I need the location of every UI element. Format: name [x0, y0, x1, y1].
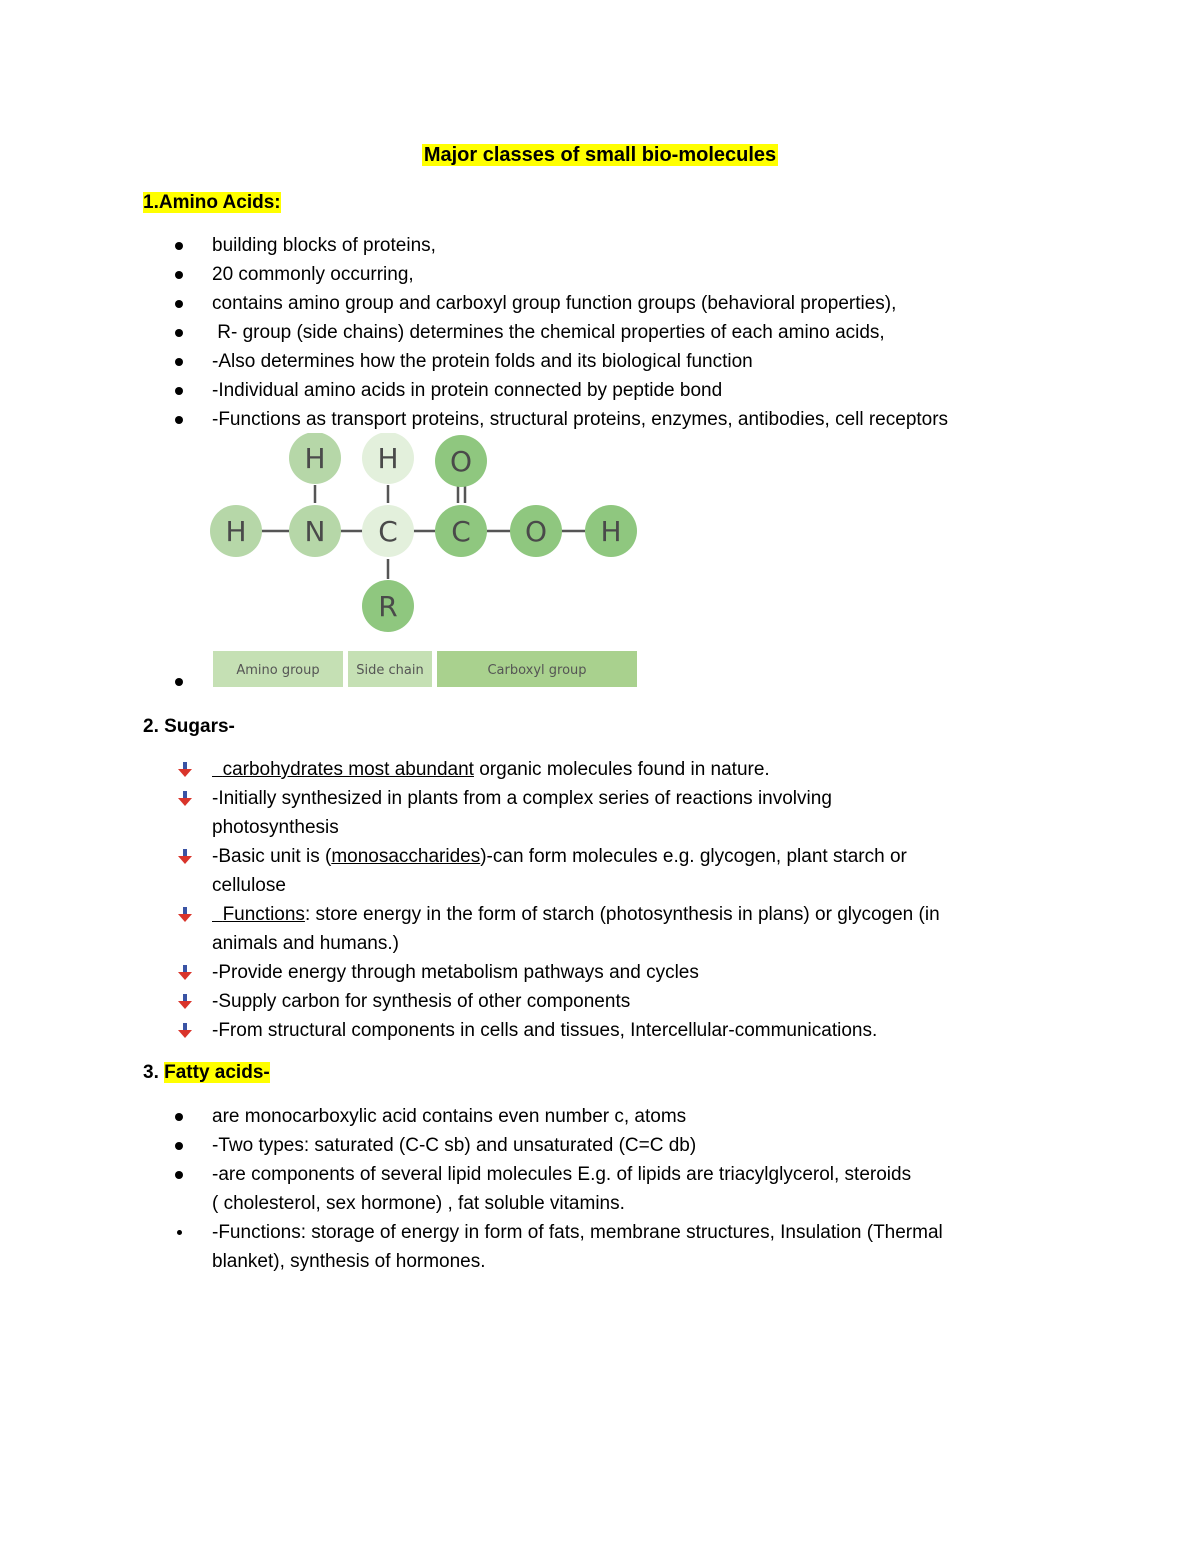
list-item: -Also determines how the protein folds and its biological function [0, 347, 1062, 376]
list-item: carbohydrates most abundant organic molecules found in nature. [0, 755, 1062, 784]
amino-acid-structure-diagram [205, 433, 645, 695]
list-item: contains amino group and carboxyl group function groups (behavioral properties), [0, 289, 1062, 318]
list-item: -Initially synthesized in plants from a complex series of reactions involving [0, 784, 1062, 813]
page-title: Major classes of small bio-molecules [423, 144, 777, 166]
bullet-icon [175, 300, 183, 308]
fatty-list [0, 1102, 1200, 1276]
atom-label: N [304, 515, 326, 548]
side-chain-label: Side chain [356, 663, 424, 678]
list-item: are monocarboxylic acid contains even number c, atoms [0, 1102, 1062, 1131]
title-row [0, 144, 1200, 167]
arrow-down-icon [178, 965, 192, 981]
amino-list [0, 231, 1200, 434]
bullet-icon [175, 271, 183, 279]
list-item: -Individual amino acids in protein connected by peptide bond [0, 376, 1062, 405]
atom-label: H [304, 442, 326, 475]
arrow-down-icon [178, 791, 192, 807]
bullet-icon [175, 387, 183, 395]
list-item: building blocks of proteins, [0, 231, 1062, 260]
sugars-heading: 2. Sugars- [143, 716, 235, 737]
list-item-continuation: animals and humans.) [212, 933, 399, 954]
amino-heading: 1.Amino Acids: [143, 192, 281, 213]
bullet-icon [175, 1142, 183, 1150]
arrow-down-icon [178, 907, 192, 923]
list-item-continuation: blanket), synthesis of hormones. [212, 1251, 486, 1272]
list-item: -Two types: saturated (C-C sb) and unsaturated (C=C db) [0, 1131, 1062, 1160]
list-item: 20 commonly occurring, [0, 260, 1062, 289]
atom-label: O [449, 445, 473, 478]
atom-label: C [451, 515, 471, 548]
list-item: -Supply carbon for synthesis of other components [0, 987, 1062, 1016]
arrow-down-icon [178, 762, 192, 778]
list-item: -Provide energy through metabolism pathways and cycles [0, 958, 1062, 987]
list-item: R- group (side chains) determines the chemical properties of each amino acids, [0, 318, 1062, 347]
bullet-icon [175, 416, 183, 424]
atom-label: R [378, 590, 398, 623]
bullet-icon [175, 1113, 183, 1121]
list-item: -Functions: storage of energy in form of fats, membrane structures, Insulation (Thermal [0, 1218, 1062, 1247]
list-item-continuation: cellulose [212, 875, 286, 896]
bullet-icon [175, 358, 183, 366]
atom-label: H [225, 515, 247, 548]
arrow-down-icon [178, 1023, 192, 1039]
bullet-icon [175, 242, 183, 250]
sugars-list [0, 755, 1200, 1045]
bullet-icon [175, 678, 183, 686]
arrow-down-icon [178, 849, 192, 865]
list-item: -Functions as transport proteins, structural proteins, enzymes, antibodies, cell receptors [0, 405, 1062, 434]
bullet-icon [175, 329, 183, 337]
list-item: -are components of several lipid molecules E.g. of lipids are triacylglycerol, steroids [0, 1160, 1062, 1189]
atom-label: O [524, 515, 548, 548]
bullet-icon [177, 1230, 182, 1235]
arrow-down-icon [178, 994, 192, 1010]
list-item: -Basic unit is (monosaccharides)-can form molecules e.g. glycogen, plant starch or [0, 842, 1062, 871]
list-item: -From structural components in cells and tissues, Intercellular-communications. [0, 1016, 1062, 1045]
list-item-continuation: photosynthesis [212, 817, 339, 838]
bullet-icon [175, 1171, 183, 1179]
list-item: Functions: store energy in the form of starch (photosynthesis in plans) or glycogen (in [0, 900, 1062, 929]
fatty-heading: 3. Fatty acids- [143, 1062, 270, 1083]
amino-group-label: Amino group [236, 663, 320, 678]
atom-label: H [600, 515, 622, 548]
atom-label: C [378, 515, 398, 548]
list-item-continuation: ( cholesterol, sex hormone) , fat soluble vitamins. [212, 1193, 625, 1214]
atom-label: H [377, 442, 399, 475]
carboxyl-group-label: Carboxyl group [487, 663, 587, 678]
